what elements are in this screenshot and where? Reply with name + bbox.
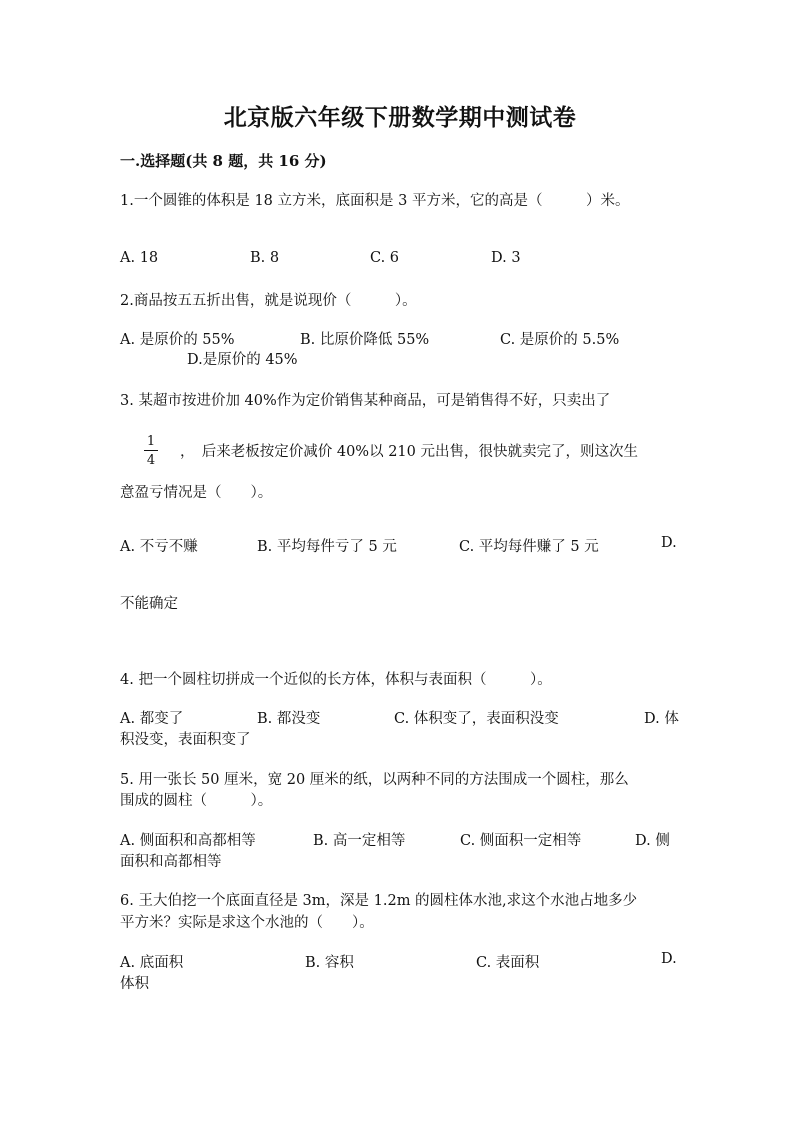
- question-5-text-line-2: 围成的圆柱（ ）。: [120, 793, 273, 809]
- question-3-text-line-2: ， 后来老板按定价减价 40%以 210 元出售，很快就卖完了，则这次生: [180, 444, 638, 460]
- fraction-numerator: 1: [146, 434, 156, 449]
- question-3-text-line-3: 意盈亏情况是（ ）。: [120, 485, 273, 501]
- question-1-option-c: C. 6: [370, 250, 400, 266]
- question-2-text: 2.商品按五五折出售，就是说现价（ ）。: [120, 293, 417, 309]
- fraction-denominator: 4: [146, 453, 156, 468]
- page-title: 北京版六年级下册数学期中测试卷: [223, 104, 577, 131]
- question-5-option-c: C. 侧面积一定相等: [460, 833, 582, 849]
- question-6-option-b: B. 容积: [305, 955, 354, 971]
- question-5-option-d-text: 面积和高都相等: [120, 854, 222, 870]
- question-4-option-c: C. 体积变了，表面积没变: [394, 711, 559, 727]
- question-6-option-a: A. 底面积: [120, 955, 184, 971]
- question-2-option-c: C. 是原价的 5.5%: [500, 332, 620, 348]
- question-4-option-d-text: 积没变，表面积变了: [120, 732, 251, 748]
- question-3-option-c: C. 平均每件赚了 5 元: [459, 539, 599, 555]
- question-4-option-d-label: D. 体: [644, 711, 679, 727]
- question-1-text: 1.一个圆锥的体积是 18 立方米，底面积是 3 平方米，它的高是（ ）米。: [120, 193, 630, 209]
- section-heading: 一.选择题(共 8 题，共 16 分): [120, 152, 327, 170]
- question-5-option-d-label: D. 侧: [635, 833, 670, 849]
- question-3-option-b: B. 平均每件亏了 5 元: [257, 539, 397, 555]
- question-1-option-a: A. 18: [120, 250, 159, 266]
- question-4-option-a: A. 都变了: [120, 711, 184, 727]
- question-3-option-d-label: D.: [661, 535, 677, 551]
- question-3-option-a: A. 不亏不赚: [120, 539, 198, 555]
- question-2-option-a: A. 是原价的 55%: [120, 332, 235, 348]
- question-6-text-line-1: 6. 王大伯挖一个底面直径是 3m，深是 1.2m 的圆柱体水池,求这个水池占地多少: [120, 893, 638, 909]
- fraction-one-quarter: [144, 434, 158, 468]
- question-6-option-c: C. 表面积: [476, 955, 540, 971]
- question-4-text: 4. 把一个圆柱切拼成一个近似的长方体，体积与表面积（ ）。: [120, 672, 552, 688]
- question-4-option-b: B. 都没变: [257, 711, 321, 727]
- question-5-option-a: A. 侧面积和高都相等: [120, 833, 256, 849]
- question-3-option-d-text: 不能确定: [120, 596, 178, 612]
- question-6-option-d-text: 体积: [120, 976, 149, 992]
- question-2-option-d: D.是原价的 45%: [187, 352, 298, 368]
- question-6-option-d-label: D.: [661, 951, 677, 967]
- question-2-option-b: B. 比原价降低 55%: [300, 332, 430, 348]
- question-5-option-b: B. 高一定相等: [313, 833, 406, 849]
- question-6-text-line-2: 平方米？实际是求这个水池的（ ）。: [120, 915, 374, 931]
- question-5-text-line-1: 5. 用一张长 50 厘米，宽 20 厘米的纸，以两种不同的方法围成一个圆柱，那么: [120, 772, 629, 788]
- fraction-bar: [144, 450, 158, 451]
- question-3-text-line-1: 3. 某超市按进价加 40%作为定价销售某种商品，可是销售得不好，只卖出了: [120, 393, 611, 409]
- question-1-option-d: D. 3: [491, 250, 521, 266]
- question-1-option-b: B. 8: [250, 250, 280, 266]
